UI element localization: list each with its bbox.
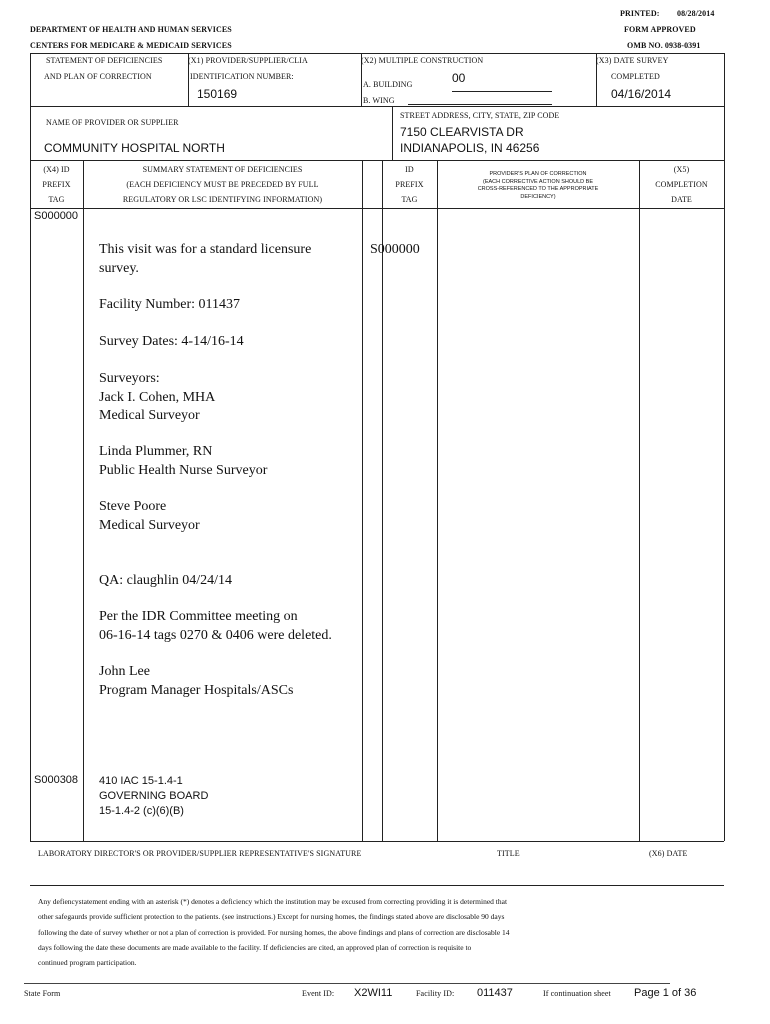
summary-header-2: (EACH DEFICIENCY MUST BE PRECEDED BY FULL [126,180,319,189]
event-id-value: X2WI11 [354,987,393,999]
statement-label-2: AND PLAN OF CORRECTION [44,72,152,81]
disclaimer-text: Any defiencystatement ending with an asterisk (*) denotes a deficiency which the institution may be excused from correcting providing it is determined that other safegaurds provide sufficient protection to the patients. (see instructions.) Except for nursing homes, the findings stated above are disclosable 90 days following the date of survey whether or not a plan of correction is provided. For nursing homes, the above findings and plans of correction are disclosable 14 days following the date these documents are made available to the facility. If deficiencies are cited, an approved plan of correction is requisite to continued program participation. [38,897,510,968]
summary-header-3: REGULATORY OR LSC IDENTIFYING INFORMATION) [122,195,323,204]
id-header-2: PREFIX [395,180,424,189]
id-tag-s000000: S000000 [370,242,420,257]
paragraph-plummer: Linda Plummer, RN Public Health Nurse Surveyor [99,444,268,478]
x4-header-1: (X4) ID [43,165,70,174]
provider-id-value: 150169 [197,87,238,101]
paragraph-survey-dates: Survey Dates: 4-14/16-14 [99,334,244,349]
paragraph-surveyors: Surveyors: Jack I. Cohen, MHA Medical Surveyor [99,371,216,423]
wing-label: B. WING [363,96,395,105]
id-header-3: TAG [401,195,418,204]
regulation-reference: 410 IAC 15-1.4-1 GOVERNING BOARD 15-1.4-2 (c)(6)(B) [99,775,209,817]
date-label: (X6) DATE [649,849,688,858]
paragraph-lee: John Lee Program Manager Hospitals/ASCs [99,664,294,698]
x5-header-1: (X5) [673,165,690,174]
x4-header-2: PREFIX [42,180,71,189]
paragraph-qa: QA: claughlin 04/24/14 [99,573,232,588]
form-approved: FORM APPROVED [624,25,696,34]
x1-label-1: (X1) PROVIDER/SUPPLIER/CLIA [188,56,308,65]
omb-number: OMB NO. 0938-0391 [627,41,701,50]
paragraph-visit: This visit was for a standard licensure survey. [99,242,312,276]
provider-name-value: COMMUNITY HOSPITAL NORTH [44,141,225,155]
department-title: DEPARTMENT OF HEALTH AND HUMAN SERVICES [30,25,232,34]
state-form-label: State Form [24,989,61,998]
building-value: 00 [452,71,466,85]
plan-header-3: CROSS-REFERENCED TO THE APPROPRIATE [477,186,599,192]
summary-header-1: SUMMARY STATEMENT OF DEFICIENCIES [142,165,303,174]
plan-header-4: DEFICIENCY) [520,194,556,200]
signature-label: LABORATORY DIRECTOR'S OR PROVIDER/SUPPLIER REPRESENTATIVE'S SIGNATURE [38,849,362,858]
x5-header-2: COMPLETION [655,180,708,189]
page-number: Page 1 of 36 [634,987,697,999]
x5-header-3: DATE [671,195,692,204]
printed-label: PRINTED: [620,9,660,18]
paragraph-poore: Steve Poore Medical Surveyor [99,499,200,533]
address-line-2: INDIANAPOLIS, IN 46256 [400,141,540,155]
printed-date: 08/28/2014 [677,9,715,18]
address-line-1: 7150 CLEARVISTA DR [400,125,524,139]
continuation-label: If continuation sheet [543,989,611,998]
paragraph-idr: Per the IDR Committee meeting on 06-16-14 tags 0270 & 0406 were deleted. [99,609,332,643]
x3-label-1: (X3) DATE SURVEY [596,56,669,65]
x2-label: (X2) MULTIPLE CONSTRUCTION [361,56,484,65]
x1-label-2: IDENTIFICATION NUMBER: [190,72,294,81]
address-label: STREET ADDRESS, CITY, STATE, ZIP CODE [400,111,560,120]
facility-id-label: Facility ID: [416,989,455,998]
title-label: TITLE [497,849,520,858]
plan-header-2: (EACH CORRECTIVE ACTION SHOULD BE [482,179,594,185]
id-header-1: ID [405,165,414,174]
building-label: A. BUILDING [363,80,413,89]
tag-s000308: S000308 [34,774,79,786]
facility-id-value: 011437 [477,987,513,999]
tag-s000000: S000000 [34,210,79,222]
plan-header-1: PROVIDER'S PLAN OF CORRECTION [489,171,587,177]
paragraph-facility: Facility Number: 011437 [99,297,241,312]
provider-name-label: NAME OF PROVIDER OR SUPPLIER [46,118,179,127]
survey-date-value: 04/16/2014 [611,87,672,101]
event-id-label: Event ID: [302,989,335,998]
centers-title: CENTERS FOR MEDICARE & MEDICAID SERVICES [30,41,232,50]
x3-label-2: COMPLETED [611,72,660,81]
statement-label-1: STATEMENT OF DEFICIENCIES [46,56,163,65]
x4-header-3: TAG [48,195,65,204]
